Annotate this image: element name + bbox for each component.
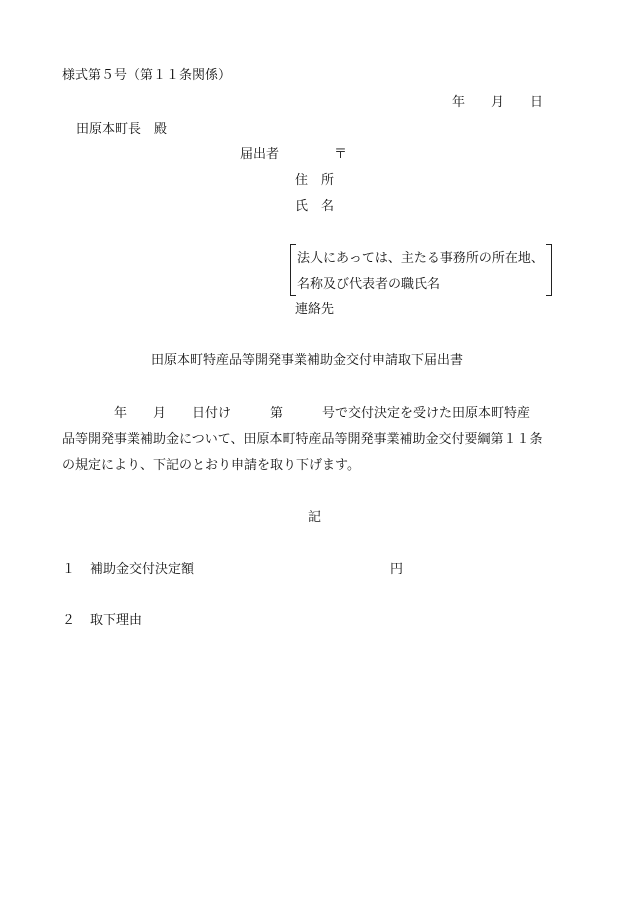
note-bracket-right [546, 244, 552, 296]
item-2-label: 取下理由 [90, 613, 143, 628]
body-line-1: 年 月 日付け 第 号で交付決定を受けた田原本町特産 [62, 406, 531, 421]
form-number: 様式第５号（第１１条関係） [62, 68, 232, 83]
body-line-2: 品等開発事業補助金について、田原本町特産品等開発事業補助金交付要綱第１１条 [62, 432, 543, 447]
postal-mark: 〒 [334, 147, 348, 162]
body-line-3: の規定により、下記のとおり申請を取り下げます。 [62, 458, 360, 473]
note-bracket-left [290, 244, 296, 296]
document-title: 田原本町特産品等開発事業補助金交付申請取下届出書 [151, 353, 464, 368]
corp-note-line2: 名称及び代表者の職氏名 [297, 277, 441, 292]
addressee: 田原本町長 殿 [76, 122, 168, 137]
date-line: 年 月 日 [452, 95, 544, 110]
address-label: 住 所 [295, 173, 335, 188]
corp-note-line1: 法人にあっては、主たる事務所の所在地、 [297, 251, 544, 266]
item-1-unit: 円 [390, 562, 404, 577]
applicant-label: 届出者 [240, 147, 280, 162]
contact-label: 連絡先 [295, 302, 335, 317]
item-1-number: １ [62, 562, 76, 577]
ki-heading: 記 [308, 510, 322, 525]
item-2-number: ２ [62, 613, 76, 628]
name-label: 氏 名 [295, 199, 335, 214]
item-1-label: 補助金交付決定額 [90, 562, 195, 577]
